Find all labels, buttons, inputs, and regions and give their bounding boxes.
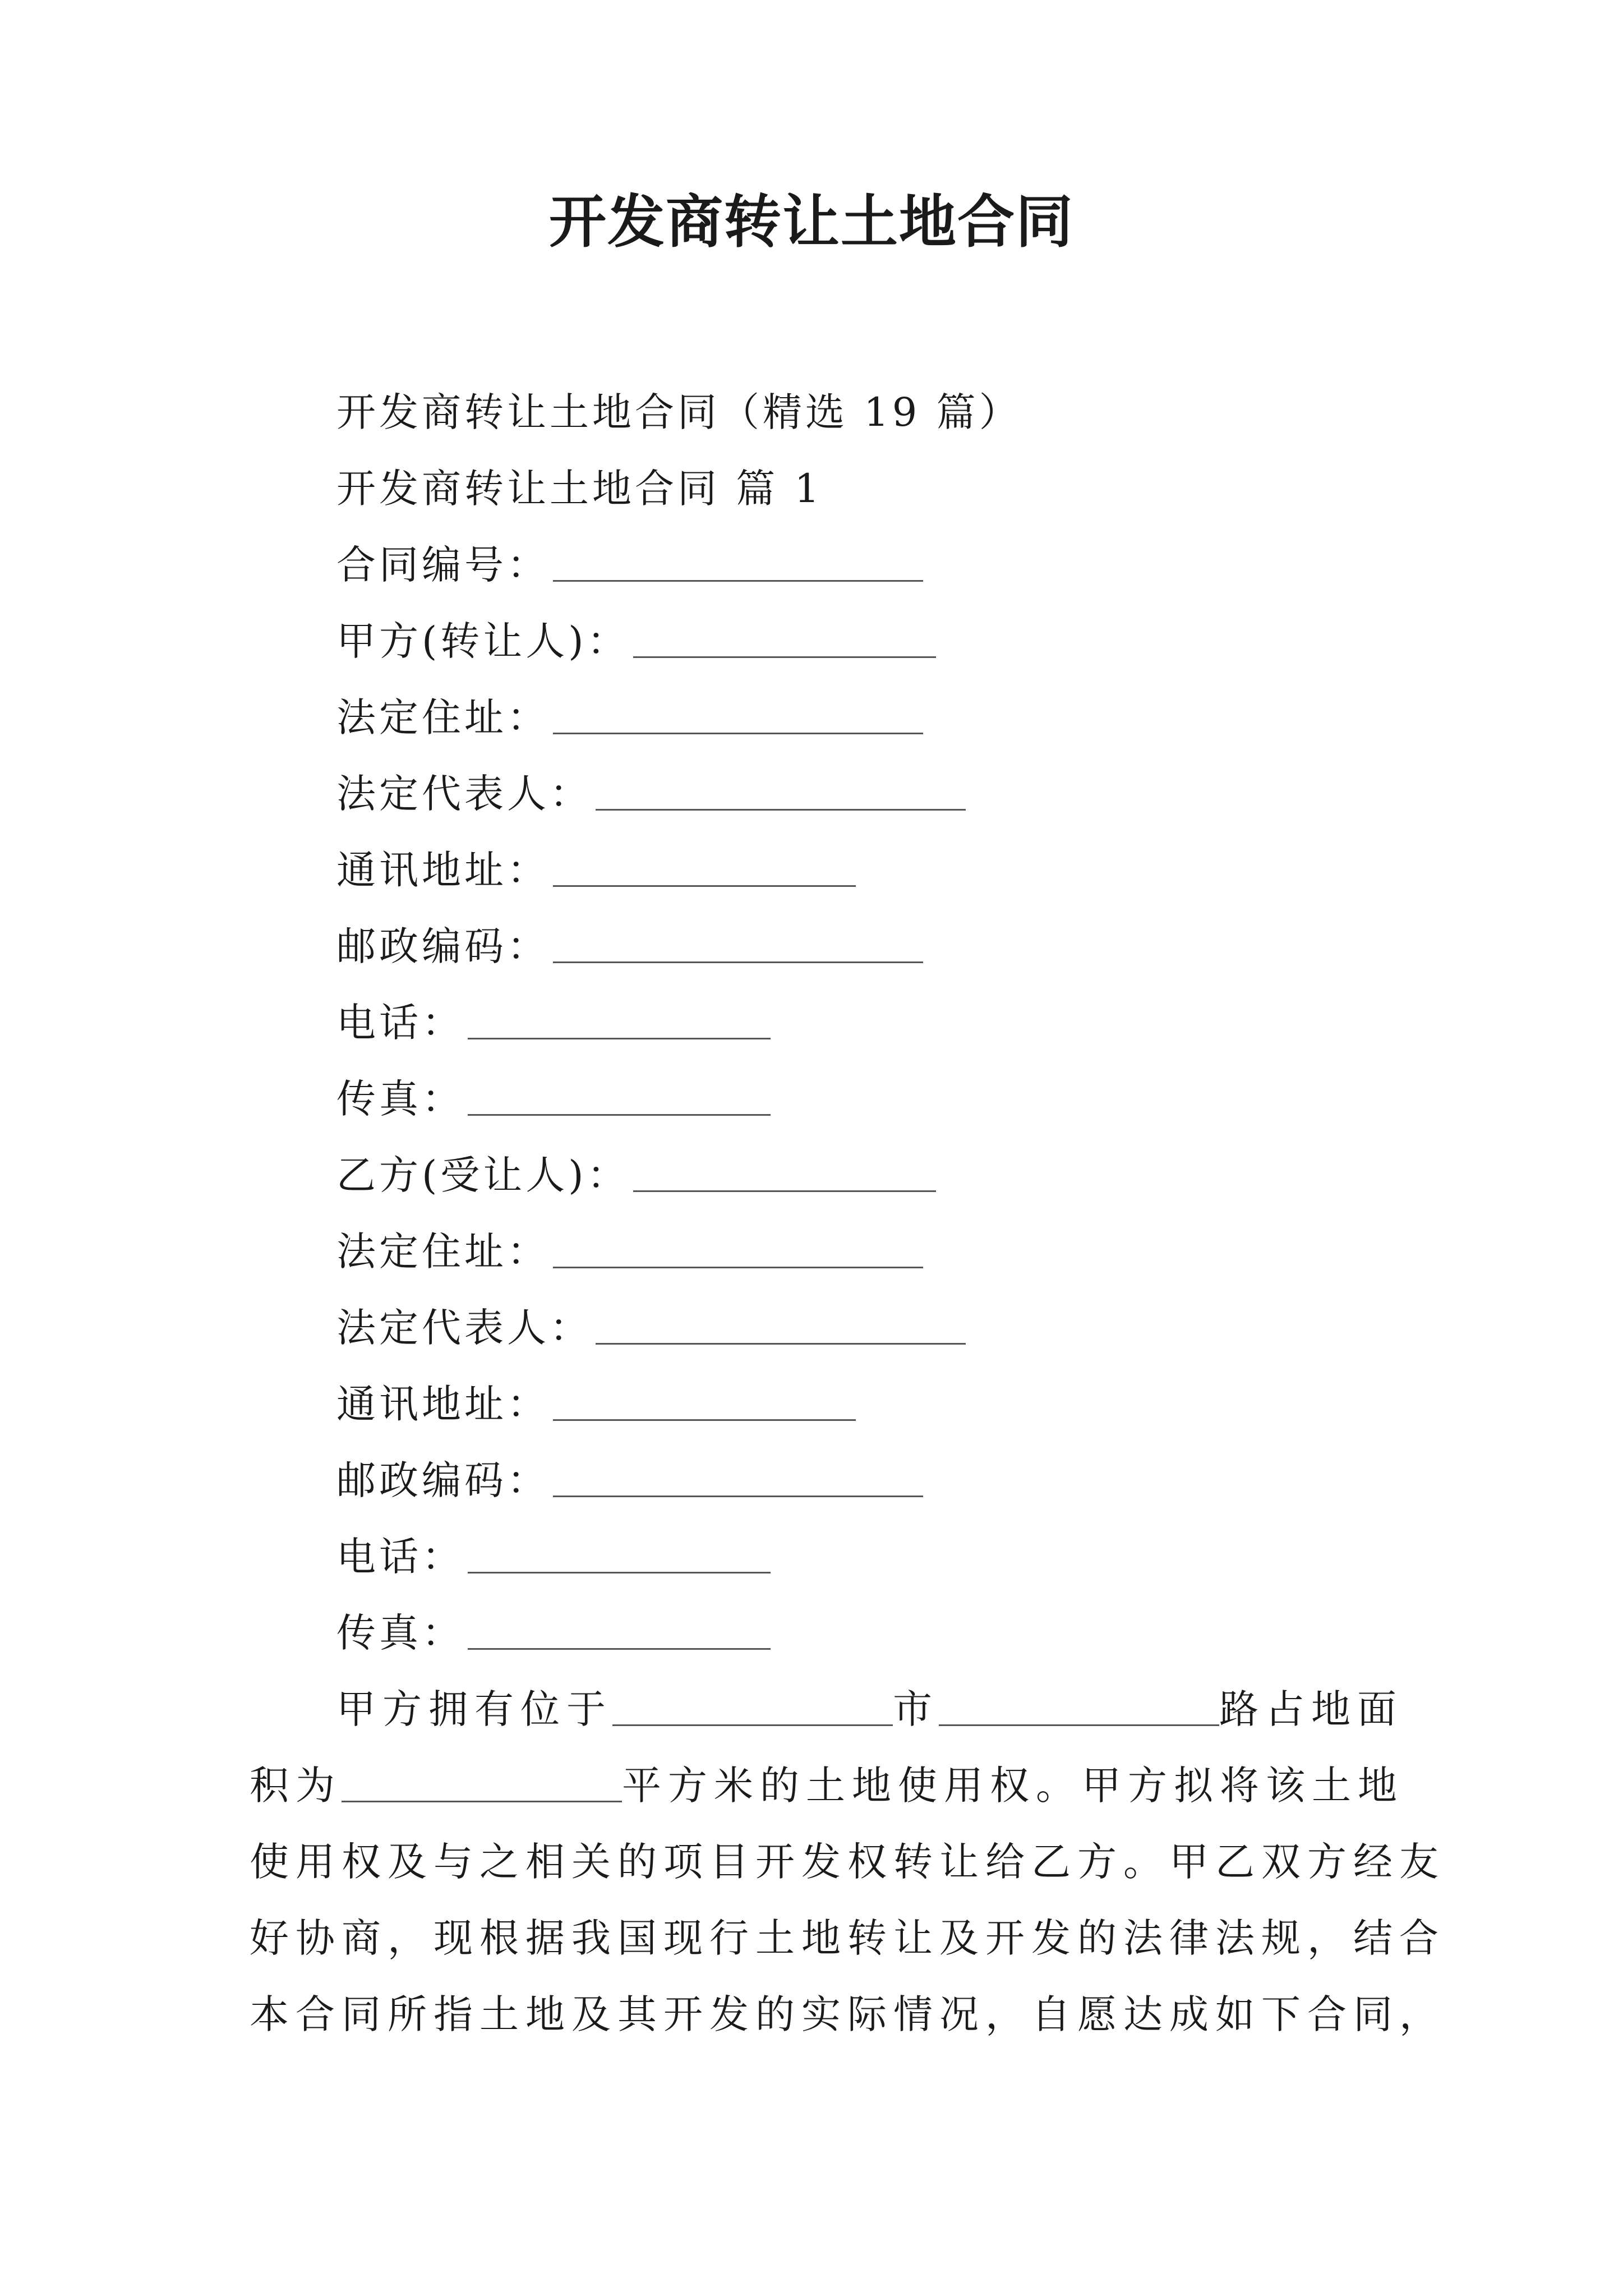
field-b-phone <box>336 1534 771 1580</box>
field-label: 乙方(受让人)： <box>336 1152 630 1198</box>
blank-line <box>553 1233 923 1268</box>
field-label: 法定住址： <box>336 1228 550 1274</box>
paragraph-text: 路占地面 <box>1219 1686 1403 1732</box>
field-a-postcode <box>336 923 923 969</box>
field-b-postcode <box>336 1457 923 1503</box>
blank-line <box>468 1614 771 1650</box>
paragraph-line-2 <box>250 1763 1404 1809</box>
field-label: 通讯地址： <box>336 1381 550 1427</box>
field-a-mail-address <box>336 847 856 893</box>
field-label: 甲方(转让人)： <box>336 618 630 664</box>
paragraph-line-5: 本合同所指土地及其开发的实际情况，自愿达成如下合同， <box>250 1991 1445 2037</box>
paragraph-text: 积为 <box>250 1763 342 1809</box>
field-label: 法定代表人： <box>336 771 592 817</box>
blank-line <box>468 1004 771 1039</box>
field-contract-number <box>336 542 923 588</box>
blank-line <box>596 1309 966 1345</box>
field-a-fax <box>336 1076 771 1122</box>
field-label: 通讯地址： <box>336 847 550 893</box>
field-label: 传真： <box>336 1076 464 1122</box>
blank-line <box>468 1538 771 1573</box>
field-party-a <box>336 618 936 664</box>
blank-line <box>553 1462 923 1497</box>
blank-line <box>468 1080 771 1116</box>
paragraph-text: 甲方拥有位于 <box>336 1686 612 1732</box>
blank-line <box>342 1767 622 1802</box>
blank-line <box>553 928 923 963</box>
blank-line <box>596 775 966 811</box>
field-label: 邮政编码： <box>336 1457 550 1503</box>
field-b-fax <box>336 1610 771 1656</box>
blank-line <box>633 623 936 658</box>
field-label: 法定代表人： <box>336 1305 592 1351</box>
field-a-legal-address <box>336 694 923 740</box>
paragraph-line-3: 使用权及与之相关的项目开发权转让给乙方。甲乙双方经友 <box>250 1839 1445 1885</box>
field-a-legal-rep <box>336 771 966 817</box>
field-label: 电话： <box>336 1534 464 1580</box>
section-heading: 开发商转让土地合同 篇 1 <box>336 466 823 512</box>
document-subtitle: 开发商转让土地合同（精选 19 篇） <box>336 389 1022 435</box>
field-label: 法定住址： <box>336 694 550 740</box>
field-b-legal-address <box>336 1228 923 1274</box>
blank-line <box>939 1691 1219 1726</box>
paragraph-text: 平方米的土地使用权。甲方拟将该土地 <box>622 1763 1404 1809</box>
field-label: 电话： <box>336 1000 464 1046</box>
blank-line <box>553 699 923 734</box>
blank-line <box>553 852 856 887</box>
paragraph-line-1 <box>336 1686 1475 1732</box>
paragraph-line-4: 好协商，现根据我国现行土地转让及开发的法律法规，结合 <box>250 1915 1445 1961</box>
field-party-b <box>336 1152 936 1198</box>
blank-line <box>553 546 923 582</box>
paragraph-text: 市 <box>893 1686 939 1732</box>
field-label: 传真： <box>336 1610 464 1656</box>
document-title: 开发商转让土地合同 <box>549 188 1074 256</box>
field-label: 邮政编码： <box>336 923 550 969</box>
blank-line <box>612 1691 893 1726</box>
field-label: 合同编号： <box>336 542 550 588</box>
blank-line <box>553 1386 856 1421</box>
blank-line <box>633 1157 936 1192</box>
field-a-phone <box>336 1000 771 1046</box>
field-b-legal-rep <box>336 1305 966 1351</box>
field-b-mail-address <box>336 1381 856 1427</box>
